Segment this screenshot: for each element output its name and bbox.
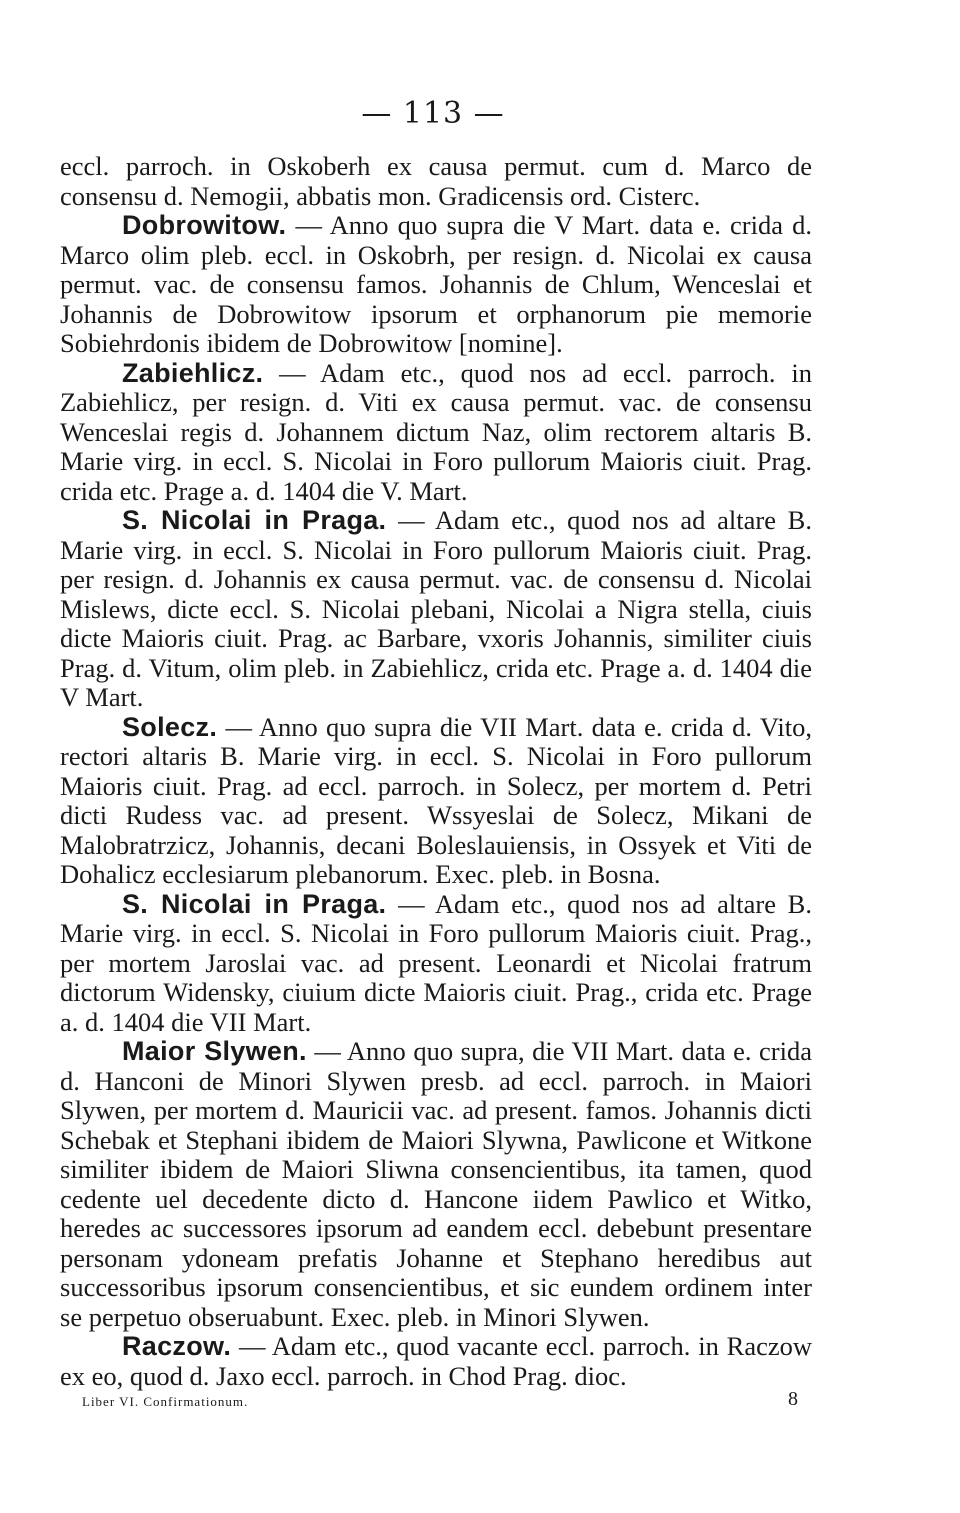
entry-headword: Raczow. (122, 1331, 232, 1361)
paragraph-continuation (60, 152, 812, 211)
entry-text: — Adam etc., quod nos ad altare B. Marie virg. in eccl. S. Nicolai in Foro pullorum Maioris ciuit. Prag., per mortem Jaroslai vac. ad present. Leonardi et Nicolai fratrum dictorum Widensky, ciuium dicte Maioris ciuit. Prag., crida etc. Prage a. d. 1404 die VII Mart. (60, 888, 812, 1037)
entry-s-nicolai-2 (60, 890, 812, 1038)
body-text (60, 152, 812, 1391)
entry-dobrowitow (60, 211, 812, 359)
entry-text: — Adam etc., quod nos ad eccl. parroch. in Zabiehlicz, per resign. d. Viti ex causa permut. vac. de consensu Wenceslai regis d. Johannem dictum Naz, olim rectorem altaris B. Marie virg. in eccl. S. Nicolai in Foro pullorum Maioris ciuit. Prag. crida etc. Prage a. d. 1404 die V. Mart. (60, 357, 812, 506)
signature-number: 8 (788, 1388, 798, 1410)
entry-maior-slywen (60, 1037, 812, 1332)
entry-text: — Anno quo supra die VII Mart. data e. crida d. Vito, rectori altaris B. Marie virg. in eccl. S. Nicolai in Foro pullorum Maioris ciuit. Prag. ad eccl. parroch. in Solecz, per mortem d. Petri dicti Rudess vac. ad present. Wssyeslai de Solecz, Mikani de Malobratrzicz, Johannis, decani Boleslauiensis, in Ossyek et Viti de Dohalicz ecclesiarum plebanorum. Exec. pleb. in Bosna. (60, 711, 812, 889)
entry-headword: Dobrowitow. (122, 210, 287, 240)
entry-headword: Zabiehlicz. (122, 357, 264, 388)
entry-headword: S. Nicolai in Praga. (122, 888, 387, 919)
entry-headword: S. Nicolai in Praga. (122, 505, 387, 535)
entry-s-nicolai-1 (60, 506, 812, 713)
entry-raczow (60, 1332, 812, 1391)
entry-zabiehlicz (60, 359, 812, 507)
entry-solecz (60, 713, 812, 890)
signature-line: Liber VI. Confirmationum. (82, 1394, 249, 1409)
page-footer (82, 1388, 812, 1418)
entry-headword: Solecz. (122, 711, 218, 742)
entry-text: — Anno quo supra, die VII Mart. data e. crida d. Hanconi de Minori Slywen presb. ad eccl. parroch. in Maiori Slywen, per mortem d. Mauricii vac. ad present. famos. Johannis dicti Schebak et Stephani ibidem de Maiori Slywna, Pawlicone et Witkone similiter ibidem de Maiori Sliwna consencientibus, ita tamen, quod cedente uel decedente dicto d. Hancone iidem Pawlico et Witko, heredes ac successores ipsorum ad eandem eccl. debebunt presentare personam ydoneam prefatis Johanne et Stephano heredibus aut successoribus ipsorum consencientibus, et sic eundem ordinem inter se perpetuo obseruabunt. Exec. pleb. in Minori Slywen. (60, 1036, 812, 1332)
paragraph-text: eccl. parroch. in Oskoberh ex causa permut. cum d. Marco de consensu d. Nemogii, abbatis mon. Gradicensis ord. Cisterc. (60, 151, 812, 211)
page-number: — 113 — (361, 96, 505, 131)
entry-text: — Anno quo supra die V Mart. data e. crida d. Marco olim pleb. eccl. in Oskobrh, per resign. d. Nicolai ex causa permut. vac. de consensu famos. Johannis de Chlum, Wenceslai et Johannis de Dobrowitow ipsorum et orphanorum pie memorie Sobiehrdonis ibidem de Dobrowitow [nomine]. (60, 210, 812, 358)
entry-headword: Maior Slywen. (122, 1036, 307, 1066)
entry-text: — Adam etc., quod nos ad altare B. Marie virg. in eccl. S. Nicolai in Foro pullorum Maioris ciuit. Prag. per resign. d. Johannis ex causa permut. vac. de consensu d. Nicolai Mislews, dicte eccl. S. Nicolai plebani, Nicolai a Nigra stella, ciuis dicte Maioris ciuit. Prag. ac Barbare, vxoris Johannis, similiter ciuis Prag. d. Vitum, olim pleb. in Zabiehlicz, crida etc. Prage a. d. 1404 die V Mart. (60, 505, 812, 712)
entry-text: — Adam etc., quod vacante eccl. parroch. in Raczow ex eo, quod d. Jaxo eccl. parroch. in Chod Prag. dioc. (60, 1331, 812, 1391)
